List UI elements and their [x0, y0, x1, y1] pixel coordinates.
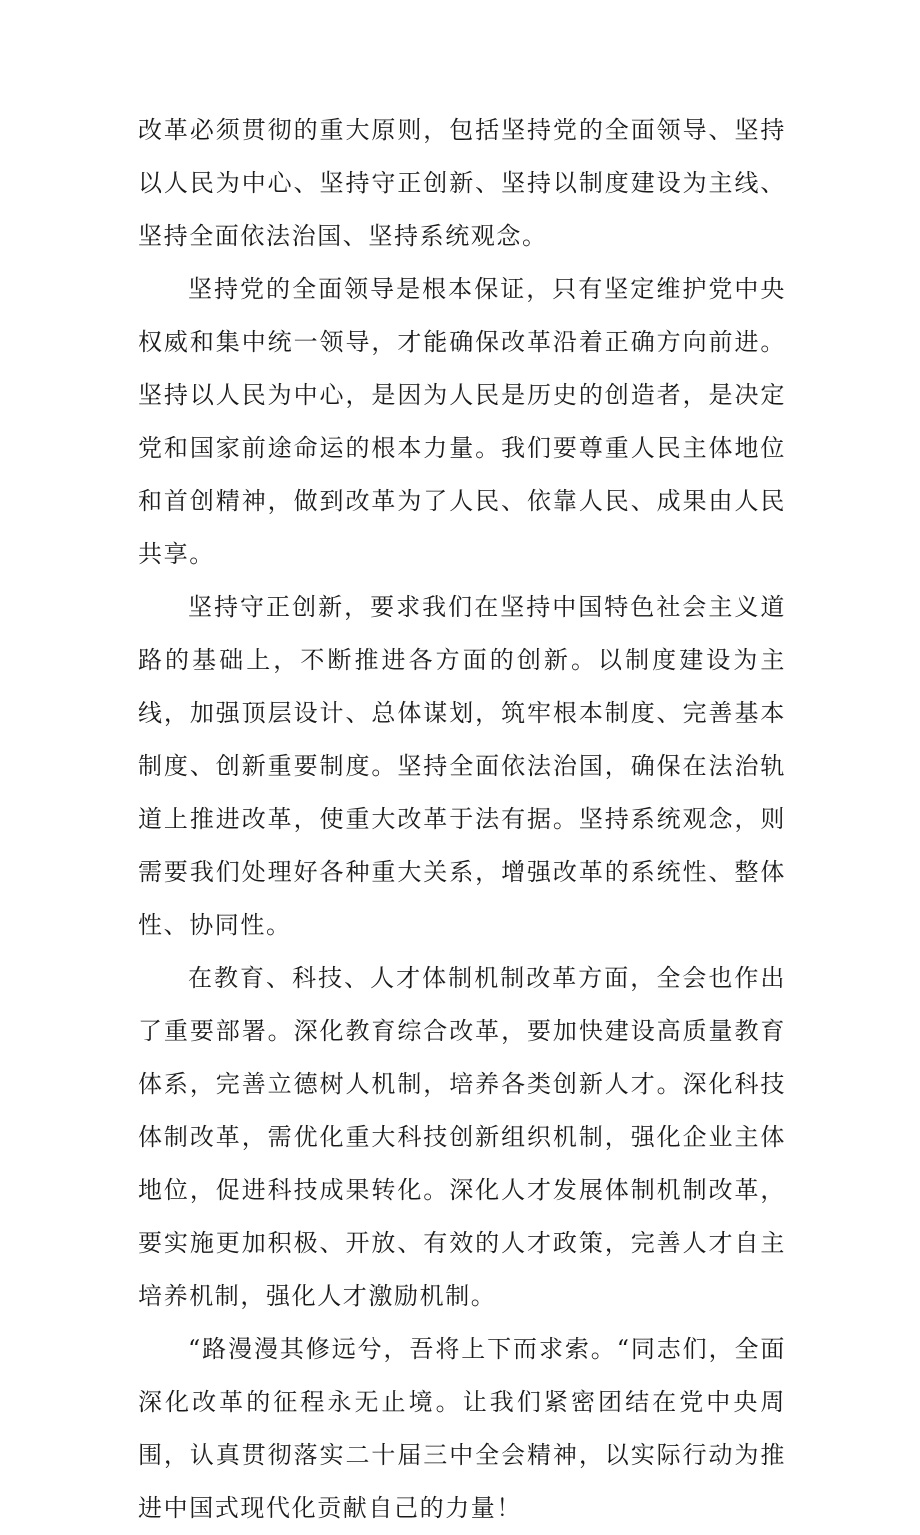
- paragraph-1: 改革必须贯彻的重大原则，包括坚持党的全面领导、坚持以人民为中心、坚持守正创新、坚持以制度建设为主线、坚持全面依法治国、坚持系统观念。: [138, 116, 786, 250]
- paragraph-4: 在教育、科技、人才体制机制改革方面，全会也作出了重要部署。深化教育综合改革，要加快建设高质量教育体系，完善立德树人机制，培养各类创新人才。深化科技体制改革，需优化重大科技创新组织机制，强化企业主体地位，促进科技成果转化。深化人才发展体制机制改革，要实施更加积极、开放、有效的人才政策，完善人才自主培养机制，强化人才激励机制。: [138, 964, 786, 1310]
- paragraph-3: 坚持守正创新，要求我们在坚持中国特色社会主义道路的基础上，不断推进各方面的创新。以制度建设为主线，加强顶层设计、总体谋划，筑牢根本制度、完善基本制度、创新重要制度。坚持全面依法治国，确保在法治轨道上推进改革，使重大改革于法有据。坚持系统观念，则需要我们处理好各种重大关系，增强改革的系统性、整体性、协同性。: [138, 593, 786, 939]
- paragraph-5: “路漫漫其修远兮，吾将上下而求索。“同志们，全面深化改革的征程永无止境。让我们紧密团结在党中央周围，认真贯彻落实二十届三中全会精神，以实际行动为推进中国式现代化贡献自己的力量！: [138, 1335, 786, 1522]
- paragraph-2: 坚持党的全面领导是根本保证，只有坚定维护党中央权威和集中统一领导，才能确保改革沿着正确方向前进。坚持以人民为中心，是因为人民是历史的创造者，是决定党和国家前途命运的根本力量。我们要尊重人民主体地位和首创精神，做到改革为了人民、依靠人民、成果由人民共享。: [138, 275, 786, 568]
- document-body: [138, 104, 786, 1535]
